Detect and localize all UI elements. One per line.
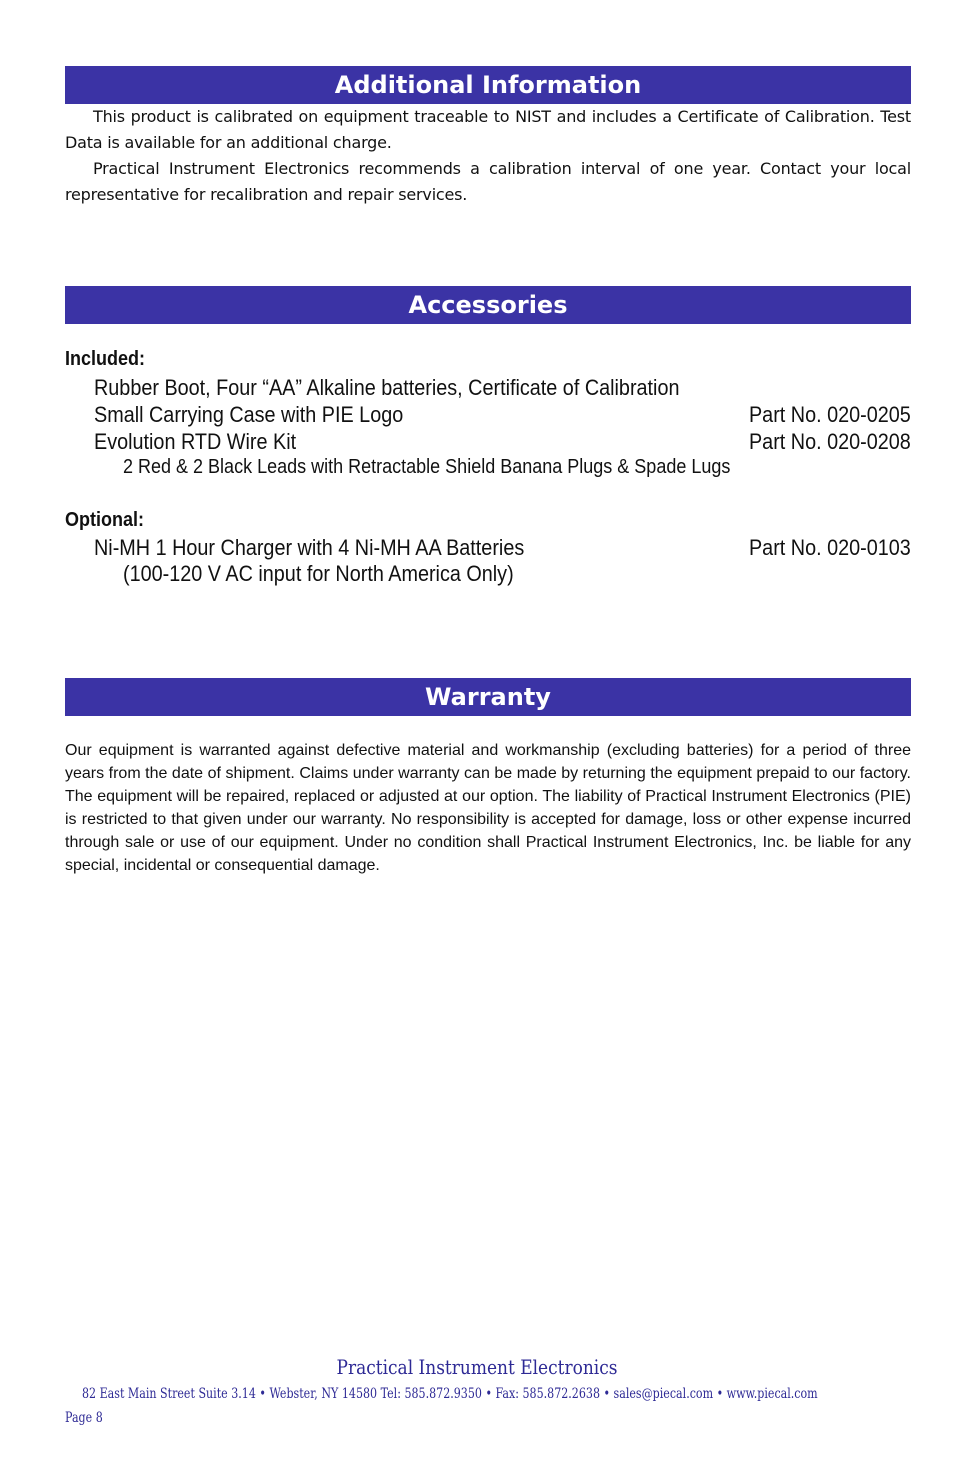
footer-contact-info: 82 East Main Street Suite 3.14 • Webster, NY 14580 Tel: 585.872.9350 • Fax: 585.872.2638 • sales@piecal.com • www.piecal.com	[82, 1386, 818, 1402]
accessories-heading: Accessories	[65, 286, 911, 324]
calibration-text: This product is calibrated on equipment traceable to NIST and includes a Certificate of Calibration. Test Data is available for an additional charge.	[65, 107, 911, 152]
interval-text: Practical Instrument Electronics recommends a calibration interval of one year. Contact your local representative for recalibration and repair services.	[65, 159, 911, 204]
accessory-name: Ni-MH 1 Hour Charger with 4 Ni-MH AA Batteries	[94, 535, 525, 560]
wire-kit-note: 2 Red & 2 Black Leads with Retractable Shield Banana Plugs & Spade Lugs	[123, 456, 731, 478]
footer-company-name: Practical Instrument Electronics	[336, 1355, 618, 1379]
interval-paragraph	[65, 156, 911, 208]
list-item	[94, 374, 911, 401]
calibration-paragraph	[65, 104, 911, 156]
included-label: Included:	[65, 348, 146, 370]
warranty-text: Our equipment is warranted against defective material and workmanship (excluding batteries) for a period of three years from the date of shipment. Claims under warranty can be made by returning the equipment prepaid to our factory. The equipment will be repaired, replaced or adjusted at our option. The liability of Practical Instrument Electronics (PIE) is restricted to that given under our warranty. No responsibility is accepted for damage, loss or other expense incurred through sale or use of our equipment. Under no condition shall Practical Instrument Electronics, Inc. be liable for any special, incidental or consequential damage.	[65, 742, 911, 874]
accessory-name: Rubber Boot, Four “AA” Alkaline batteries, Certificate of Calibration	[94, 375, 680, 400]
part-number: Part No. 020-0205	[749, 402, 911, 427]
accessory-name: Small Carrying Case with PIE Logo	[94, 402, 404, 427]
list-item	[94, 534, 911, 561]
optional-label: Optional:	[65, 509, 144, 531]
warranty-heading: Warranty	[65, 678, 911, 716]
charger-note: (100-120 V AC input for North America Only)	[123, 561, 514, 586]
part-number: Part No. 020-0103	[749, 535, 911, 560]
part-number: Part No. 020-0208	[749, 429, 911, 454]
list-item	[94, 428, 911, 455]
additional-information-heading: Additional Information	[65, 66, 911, 104]
list-item	[94, 401, 911, 428]
page-number: Page 8	[65, 1410, 103, 1426]
accessory-name: Evolution RTD Wire Kit	[94, 429, 297, 454]
